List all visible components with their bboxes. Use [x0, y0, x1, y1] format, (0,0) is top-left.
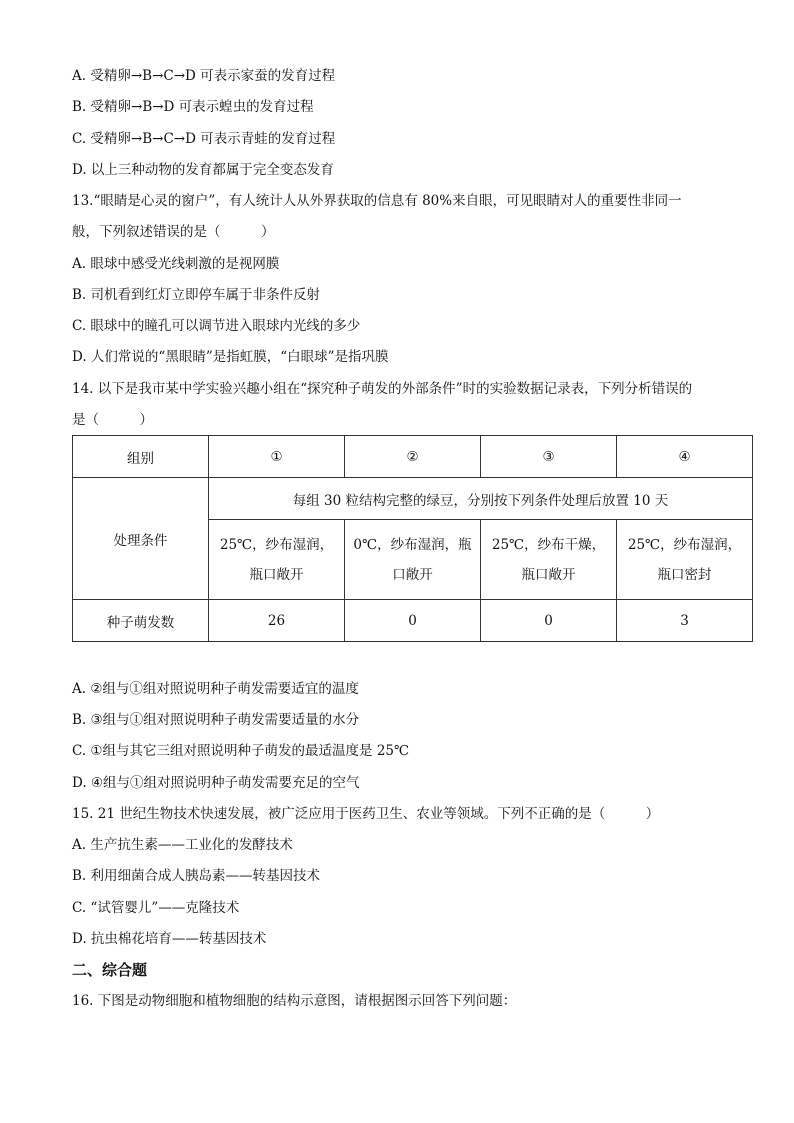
table-group-2: ②	[345, 436, 481, 478]
table-group-3: ③	[481, 436, 617, 478]
q12-option-a: A. 受精卵→B→C→D 可表示家蚕的发育过程	[72, 68, 336, 84]
table-result-4: 3	[617, 600, 753, 642]
table-condition-3	[481, 520, 617, 600]
table-row	[73, 478, 753, 520]
q15-option-d: D. 抗虫棉花培育——转基因技术	[72, 931, 267, 947]
table-condition-3-line2: 瓶口敞开	[521, 566, 576, 583]
q12-option-b: B. 受精卵→B→D 可表示蝗虫的发育过程	[72, 99, 314, 115]
table-result-1: 26	[209, 600, 345, 642]
q14-option-d: D. ④组与①组对照说明种子萌发需要充足的空气	[72, 775, 360, 791]
q13-option-b: B. 司机看到红灯立即停车属于非条件反射	[72, 287, 321, 303]
q15-option-b: B. 利用细菌合成人胰岛素——转基因技术	[72, 868, 321, 884]
table-header-label: 组别	[73, 436, 209, 478]
table-result-label: 种子萌发数	[73, 600, 209, 642]
q14-stem-line1: 14. 以下是我市某中学实验兴趣小组在“探究种子萌发的外部条件”时的实验数据记录表，下列分析错误的	[72, 381, 693, 397]
experiment-table	[72, 435, 753, 642]
table-condition-1-line1: 25℃，纱布湿润，	[219, 536, 334, 553]
q13-stem-line1: 13.“眼睛是心灵的窗户”，有人统计人从外界获取的信息有 80%来自眼，可见眼睛对人的重要性非同一	[72, 193, 682, 209]
q15-option-a: A. 生产抗生素——工业化的发酵技术	[72, 837, 293, 853]
section-title: 二、综合题	[72, 961, 148, 979]
table-condition-2-line1: 0℃，纱布湿润，瓶	[353, 536, 472, 553]
table-condition-2	[345, 520, 481, 600]
q12-option-c: C. 受精卵→B→C→D 可表示青蛙的发育过程	[72, 131, 336, 147]
q15-option-c: C. “试管婴儿”——克隆技术	[72, 900, 240, 916]
table-condition-2-line2: 口敞开	[392, 566, 433, 583]
table-condition-4	[617, 520, 753, 600]
q16-stem: 16. 下图是动物细胞和植物细胞的结构示意图，请根据图示回答下列问题：	[72, 993, 517, 1009]
table-result-3: 0	[481, 600, 617, 642]
q13-option-d: D. 人们常说的“黑眼睛”是指虹膜，“白眼球”是指巩膜	[72, 349, 389, 365]
table-condition-1-line2: 瓶口敞开	[249, 566, 304, 583]
q15-stem: 15. 21 世纪生物技术快速发展，被广泛应用于医药卫生、农业等领域。下列不正确的是（ ）	[72, 806, 660, 822]
table-condition-4-line2: 瓶口密封	[657, 566, 712, 583]
q14-option-a: A. ②组与①组对照说明种子萌发需要适宜的温度	[72, 681, 359, 697]
table-row	[73, 600, 753, 642]
q14-option-b: B. ③组与①组对照说明种子萌发需要适量的水分	[72, 712, 360, 728]
table-condition-label: 处理条件	[73, 478, 209, 600]
table-condition-4-line1: 25℃，纱布湿润，	[627, 536, 742, 553]
q12-option-d: D. 以上三种动物的发育都属于完全变态发育	[72, 162, 334, 178]
table-condition-common: 每组 30 粒结构完整的绿豆，分别按下列条件处理后放置 10 天	[209, 478, 753, 520]
table-result-2: 0	[345, 600, 481, 642]
q14-option-c: C. ①组与其它三组对照说明种子萌发的最适温度是 25℃	[72, 743, 410, 759]
table-group-1: ①	[209, 436, 345, 478]
table-group-4: ④	[617, 436, 753, 478]
table-row	[73, 436, 753, 478]
table-condition-3-line1: 25℃，纱布干燥，	[491, 536, 606, 553]
table-condition-1	[209, 520, 345, 600]
q13-option-c: C. 眼球中的瞳孔可以调节进入眼球内光线的多少	[72, 318, 361, 334]
q14-stem-line2: 是（ ）	[72, 412, 153, 428]
q13-stem-line2: 般，下列叙述错误的是（ ）	[72, 224, 275, 240]
q13-option-a: A. 眼球中感受光线刺激的是视网膜	[72, 256, 280, 272]
